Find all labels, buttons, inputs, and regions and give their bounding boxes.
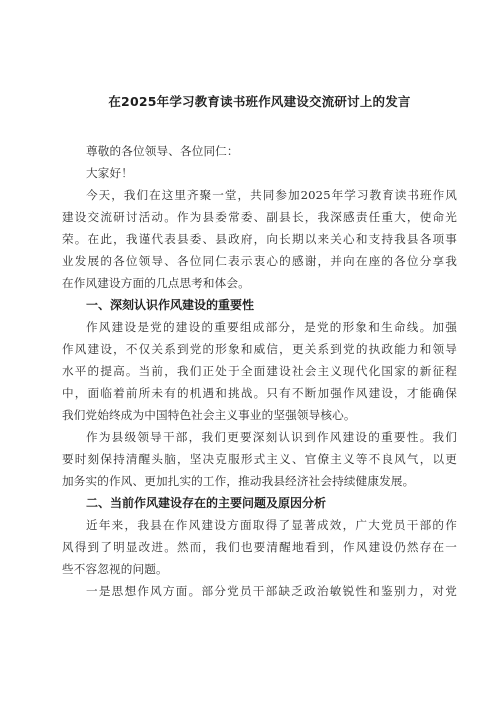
section2-paragraph-line: 风得到了明显改进。然而，我们也要清醒地看到，作风建设仍然存在一 — [62, 540, 457, 554]
greeting: 大家好！ — [86, 166, 133, 180]
intro-line: 建设交流研讨活动。作为县委常委、副县长，我深感责任重大，使命光 — [62, 210, 457, 224]
intro-line: 在作风建设方面的几点思考和体会。 — [62, 276, 250, 290]
section1-paragraph2-line: 作为县级领导干部，我们更要深刻认识到作风建设的重要性。我们 — [86, 430, 457, 444]
section2-paragraph-line: 近年来，我县在作风建设方面取得了显著成效，广大党员干部的作 — [86, 518, 457, 532]
section1-paragraph-line: 作风建设是党的建设的重要组成部分，是党的形象和生命线。加强 — [86, 320, 457, 334]
section2-paragraph-line: 些不容忽视的问题。 — [62, 562, 168, 576]
section2-paragraph2-line: 一是思想作风方面。部分党员干部缺乏政治敏锐性和鉴别力，对党 — [86, 584, 457, 598]
intro-line: 今天，我们在这里齐聚一堂，共同参加2025年学习教育读书班作风 — [86, 188, 457, 202]
section1-paragraph-line: 中，面临着前所未有的机遇和挑战。只有不断加强作风建设，才能确保 — [62, 386, 457, 400]
section1-paragraph-line: 我们党始终成为中国特色社会主义事业的坚强领导核心。 — [62, 408, 356, 422]
section1-paragraph-line: 水平的提高。当前，我们正处于全面建设社会主义现代化国家的新征程 — [62, 364, 457, 378]
section1-paragraph2-line: 加务实的作风、更加扎实的工作，推动我县经济社会持续健康发展。 — [62, 474, 415, 488]
intro-line: 业发展的各位领导、各位同仁表示衷心的感谢，并向在座的各位分享我 — [62, 254, 457, 268]
section1-paragraph2-line: 要时刻保持清醒头脑，坚决克服形式主义、官僚主义等不良风气，以更 — [62, 452, 457, 466]
section-heading-1: 一、深刻认识作风建设的重要性 — [86, 298, 255, 312]
section1-paragraph-line: 作风建设，不仅关系到党的形象和威信，更关系到党的执政能力和领导 — [62, 342, 457, 356]
intro-line: 荣。在此，我谨代表县委、县政府，向长期以来关心和支持我县各项事 — [62, 232, 457, 246]
section-heading-2: 二、当前作风建设存在的主要问题及原因分析 — [86, 496, 327, 510]
salutation: 尊敬的各位领导、各位同仁： — [86, 144, 239, 158]
document-title: 在2025年学习教育读书班作风建设交流研讨上的发言 — [108, 94, 411, 109]
